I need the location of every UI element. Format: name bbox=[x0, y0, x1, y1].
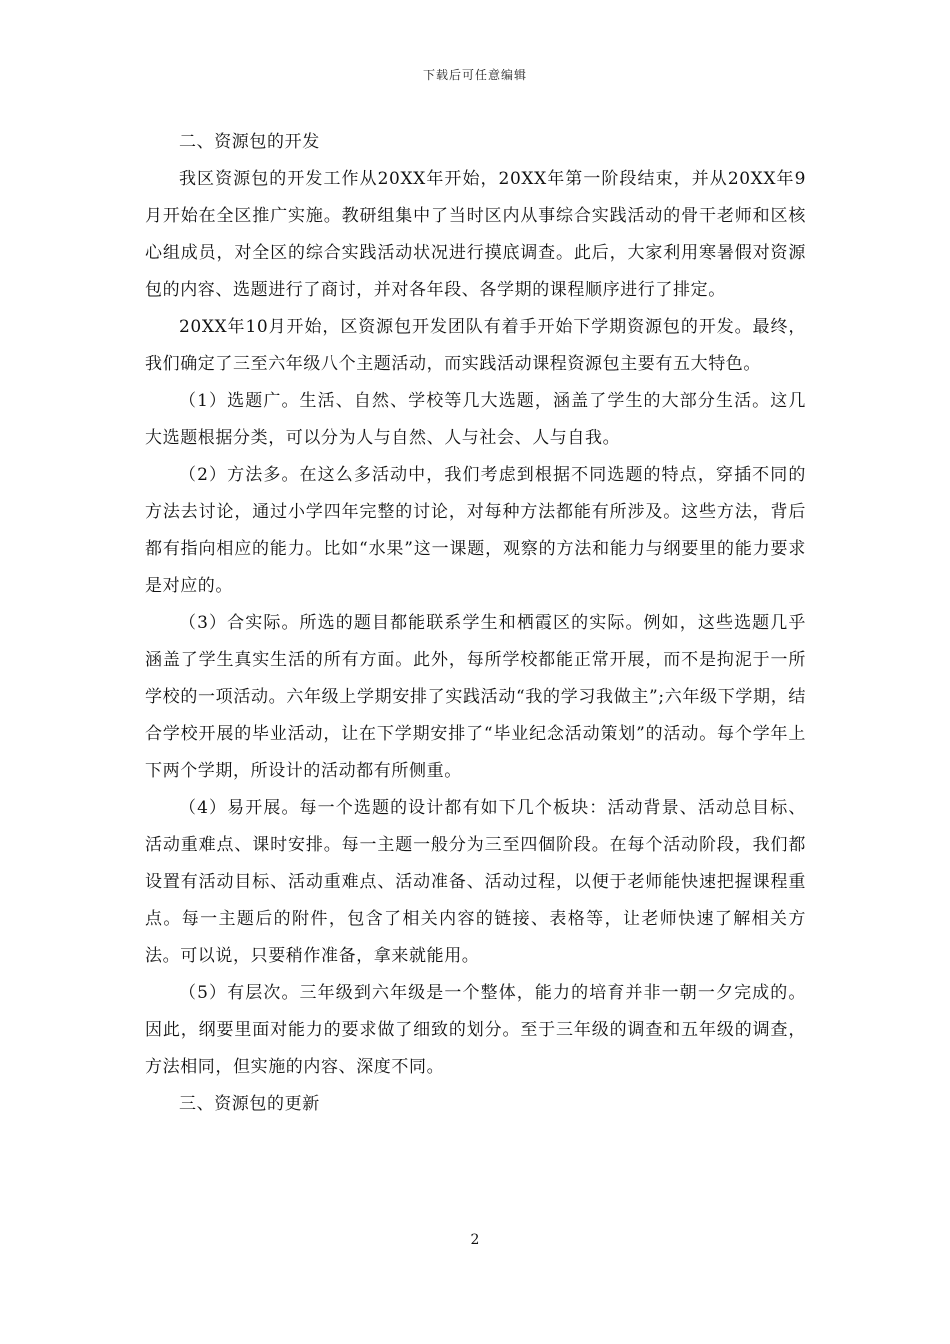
paragraph-feature-4: （4）易开展。每一个选题的设计都有如下几个板块：活动背景、活动总目标、活动重难点、课时安排。每一主题一般分为三至四個阶段。在每个活动阶段，我们都设置有活动目标、活动重难点、活动准备、活动过程，以便于老师能快速把握课程重点。每一主题后的附件，包含了相关内容的链接、表格等，让老师快速了解相关方法。可以说，只要稍作准备，拿来就能用。 bbox=[145, 798, 806, 966]
paragraph-feature-1: （1）选题广。生活、自然、学校等几大选题，涵盖了学生的大部分生活。这几大选题根据分类，可以分为人与自然、人与社会、人与自我。 bbox=[145, 391, 806, 448]
paragraph-feature-5: （5）有层次。三年级到六年级是一个整体，能力的培育并非一朝一夕完成的。因此，纲要里面对能力的要求做了细致的划分。至于三年级的调查和五年级的调查，方法相同，但实施的内容、深度不同。 bbox=[145, 983, 806, 1077]
section-heading-update: 三、资源包的更新 bbox=[179, 1094, 320, 1114]
page-header: 下载后可任意编辑 bbox=[422, 68, 527, 82]
page-number: 2 bbox=[470, 1232, 480, 1248]
paragraph-team: 20XX年10月开始，区资源包开发团队有着手开始下学期资源包的开发。最终，我们确定了三至六年级八个主题活动，而实践活动课程资源包主要有五大特色。 bbox=[145, 317, 806, 374]
paragraph-feature-3: （3）合实际。所选的题目都能联系学生和栖霞区的实际。例如，这些选题几乎涵盖了学生真实生活的所有方面。此外，每所学校都能正常开展，而不是拘泥于一所学校的一项活动。六年级上学期安排了实践活动“我的学习我做主”;六年级下学期，结合学校开展的毕业活动，让在下学期安排了“毕业纪念活动策划”的活动。每个学年上下两个学期，所设计的活动都有所侧重。 bbox=[145, 613, 806, 781]
document-body bbox=[145, 124, 806, 1123]
paragraph-feature-2: （2）方法多。在这么多活动中，我们考虑到根据不同选题的特点，穿插不同的方法去讨论，通过小学四年完整的讨论，对每种方法都能有所涉及。这些方法，背后都有指向相应的能力。比如“水果”这一课题，观察的方法和能力与纲要里的能力要求是对应的。 bbox=[145, 465, 806, 596]
paragraph-intro: 我区资源包的开发工作从20XX年开始，20XX年第一阶段结束，并从20XX年9月开始在全区推广实施。教研组集中了当时区内从事综合实践活动的骨干老师和区核心组成员，对全区的综合实践活动状况进行摸底调查。此后，大家利用寒暑假对资源包的内容、选题进行了商讨，并对各年段、各学期的课程顺序进行了排定。 bbox=[145, 169, 806, 300]
section-heading-development: 二、资源包的开发 bbox=[179, 132, 320, 152]
